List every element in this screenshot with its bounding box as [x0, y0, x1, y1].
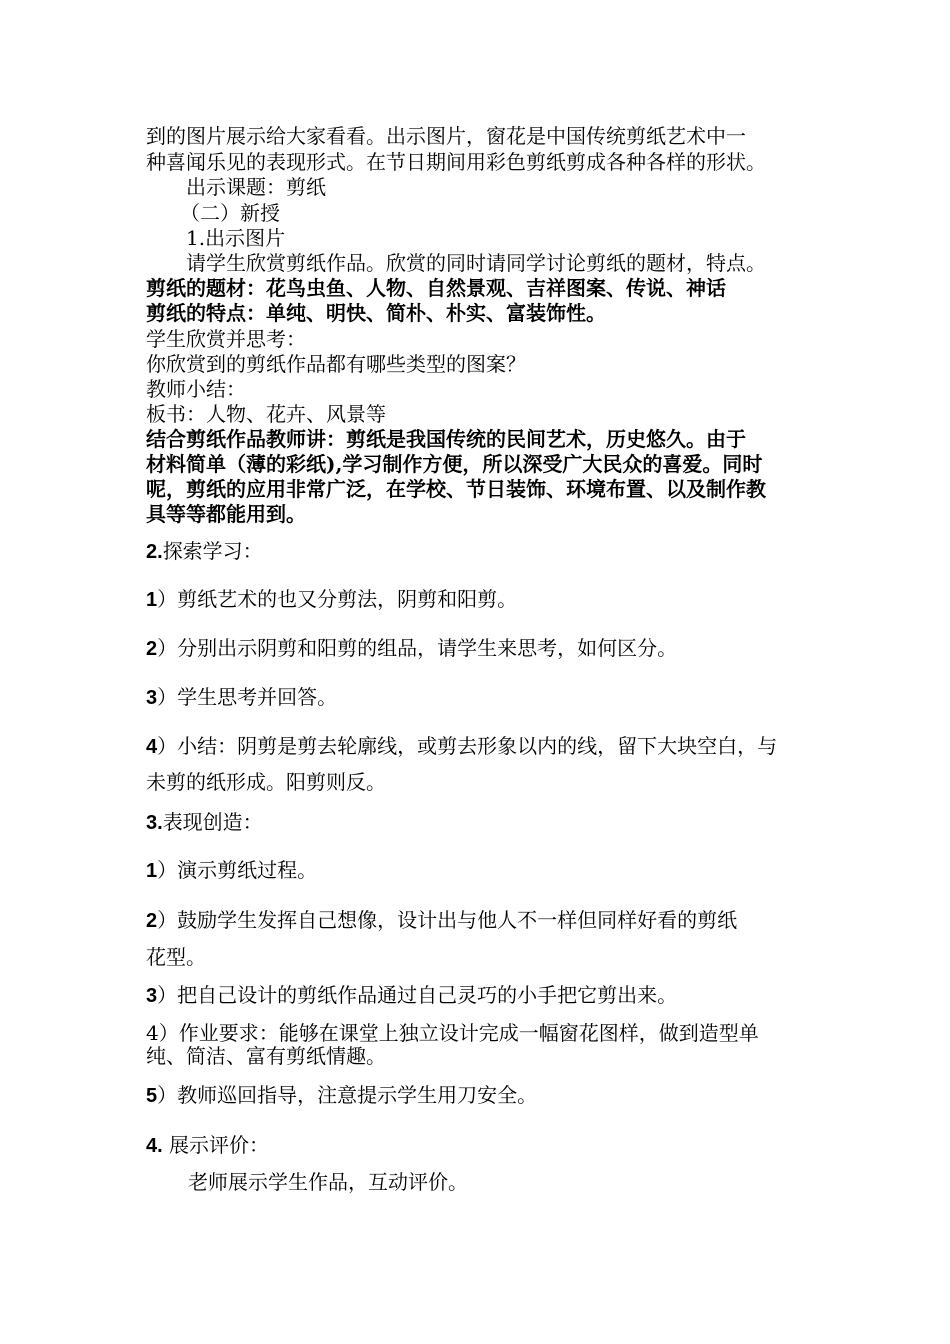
item-number: 3 — [146, 985, 158, 1007]
show-text: 老师展示学生作品，互动评价。 — [188, 1170, 468, 1194]
item-number: 2 — [146, 910, 158, 932]
create-item-1 — [146, 858, 317, 883]
item-number: 1 — [146, 589, 158, 611]
teacher-talk-line-2: 材料简单（薄的彩纸),学习制作方便，所以深受广大民众的喜爱。同时 — [146, 452, 763, 476]
features-line: 剪纸的特点：单纯、明快、简朴、朴实、富装饰性。 — [146, 301, 606, 325]
item-text: ）剪纸艺术的也又分剪法，阴剪和阳剪。 — [157, 587, 518, 611]
question-line: 你欣赏到的剪纸作品都有哪些类型的图案？ — [146, 352, 526, 376]
teacher-talk-line-3: 呢，剪纸的应用非常广泛，在学校、节日装饰、环境布置、以及制作教 — [146, 477, 766, 501]
create-item-4-cont: 纯、简洁、富有剪纸情趣。 — [146, 1044, 386, 1068]
explore-number: 2. — [146, 541, 163, 563]
appreciate-line: 请学生欣赏剪纸作品。欣赏的同时请同学讨论剪纸的题材，特点。 — [186, 251, 766, 275]
topic-line: 出示课题：剪纸 — [186, 175, 326, 199]
board-line: 板书：人物、花卉、风景等 — [146, 402, 386, 426]
create-item-2 — [146, 908, 737, 933]
explore-heading — [146, 539, 263, 564]
create-number: 3. — [146, 812, 163, 834]
teacher-talk-line-1: 结合剪纸作品教师讲：剪纸是我国传统的民间艺术，历史悠久。由于 — [146, 427, 746, 451]
teacher-talk-line-4: 具等等都能用到。 — [146, 502, 306, 526]
intro-line-2: 种喜闻乐见的表现形式。在节日期间用彩色剪纸剪成各种各样的形状。 — [146, 150, 766, 174]
item-number: 2 — [146, 638, 158, 660]
show-title: 展示评价： — [162, 1133, 270, 1157]
explore-item-4-cont: 未剪的纸形成。阳剪则反。 — [146, 770, 386, 794]
explore-title: 探索学习： — [162, 539, 263, 563]
show-heading — [146, 1133, 269, 1158]
item-text: ）演示剪纸过程。 — [157, 858, 318, 882]
themes-line: 剪纸的题材：花鸟虫鱼、人物、自然景观、吉祥图案、传说、神话 — [146, 276, 726, 300]
item-number: 5 — [146, 1085, 158, 1107]
explore-item-2 — [146, 636, 677, 661]
summary-line: 教师小结： — [146, 377, 246, 401]
item-text: ）分别出示阴剪和阳剪的组品，请学生来思考，如何区分。 — [157, 636, 678, 660]
item-number: 1 — [146, 860, 158, 882]
item-text: ）学生思考并回答。 — [157, 685, 338, 709]
intro-line-1: 到的图片展示给大家看看。出示图片，窗花是中国传统剪纸艺术中一 — [146, 124, 746, 148]
item-number: 3 — [146, 687, 158, 709]
step-1-heading: 1.出示图片 — [186, 226, 286, 250]
explore-item-3 — [146, 685, 337, 710]
item-text: ）小结：阴剪是剪去轮廓线，或剪去形象以内的线，留下大块空白，与 — [157, 734, 778, 758]
create-heading — [146, 810, 263, 835]
create-item-2-cont: 花型。 — [146, 945, 206, 969]
show-number: 4. — [146, 1135, 163, 1157]
explore-item-1 — [146, 587, 517, 612]
explore-item-4 — [146, 734, 777, 759]
item-number: 4 — [146, 736, 158, 758]
think-line: 学生欣赏并思考： — [146, 327, 306, 351]
item-text: ）把自己设计的剪纸作品通过自己灵巧的小手把它剪出来。 — [157, 983, 678, 1007]
create-item-4: 4）作业要求：能够在课堂上独立设计完成一幅窗花图样，做到造型单 — [146, 1021, 759, 1045]
create-item-5 — [146, 1083, 537, 1108]
create-item-3 — [146, 983, 677, 1008]
item-text: ）教师巡回指导，注意提示学生用刀安全。 — [157, 1083, 538, 1107]
create-title: 表现创造： — [162, 810, 263, 834]
section-new-heading: （二）新授 — [180, 201, 280, 225]
item-text: ）鼓励学生发挥自己想像，设计出与他人不一样但同样好看的剪纸 — [157, 908, 738, 932]
